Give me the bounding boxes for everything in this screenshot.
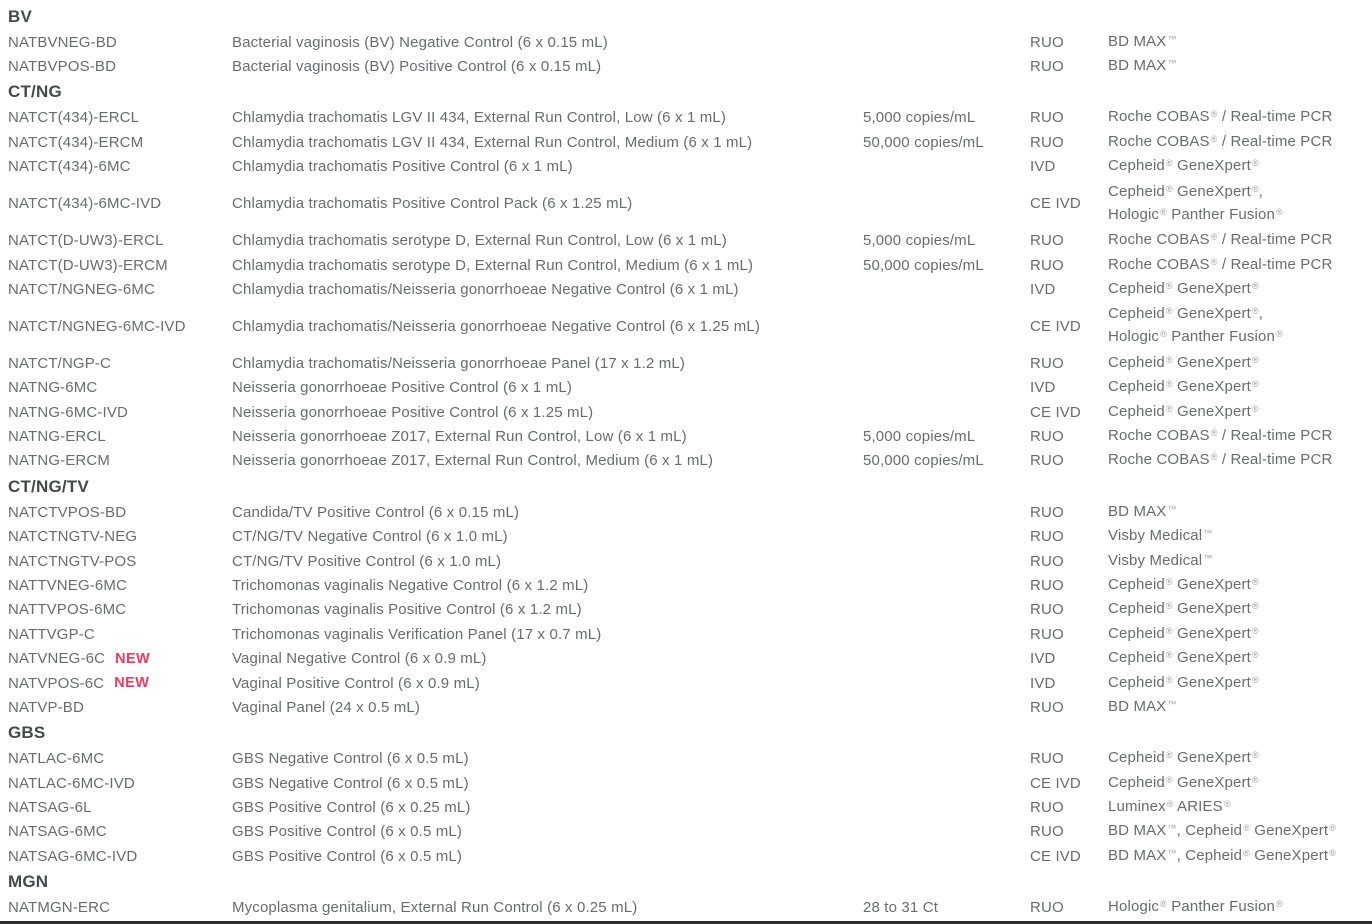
product-status: RUO (1030, 750, 1064, 768)
product-platform (1108, 31, 1372, 54)
registered-mark: ® (1210, 109, 1218, 120)
registered-mark: ® (1276, 329, 1283, 340)
registered-mark: ® (1160, 899, 1167, 910)
trademark-mark: ™ (1203, 552, 1213, 563)
table-row (8, 771, 1372, 795)
product-code-cell (8, 650, 232, 667)
product-code: NATTVNEG-6MC (8, 576, 128, 594)
product-status: RUO (1030, 133, 1064, 151)
product-code: NATMGN-ERC (8, 899, 111, 917)
platform-line: Visby Medical™ (1108, 551, 1213, 569)
product-platform (1108, 278, 1372, 301)
product-platform (1108, 672, 1372, 695)
platform-line: Cepheid® GeneXpert® (1108, 575, 1259, 593)
product-code: NATNG-6MC (8, 379, 98, 397)
product-platform (1108, 796, 1372, 819)
product-status: RUO (1030, 552, 1064, 570)
registered-mark: ® (1243, 847, 1250, 858)
product-code-cell (8, 281, 232, 298)
platform-line: Cepheid® GeneXpert® (1108, 402, 1259, 420)
product-code-cell (8, 404, 232, 421)
table-row (8, 253, 1372, 277)
registered-mark: ® (1329, 847, 1336, 858)
registered-mark: ® (1243, 823, 1250, 834)
product-code: NATCT(434)-ERCL (8, 109, 140, 127)
product-description: Chlamydia trachomatis/Neisseria gonorrhoeae Negative Control (6 x 1 mL) (232, 280, 739, 298)
platform-line: Cepheid® GeneXpert® (1108, 157, 1259, 175)
registered-mark: ® (1165, 379, 1173, 390)
product-code-cell (8, 158, 232, 175)
product-platform (1108, 647, 1372, 670)
platform-line: Cepheid® GeneXpert® (1108, 279, 1259, 297)
product-platform (1108, 254, 1372, 277)
product-code-cell (8, 58, 232, 75)
platform-line: Roche COBAS® / Real-time PCR (1108, 108, 1333, 126)
product-platform (1108, 598, 1372, 621)
product-status: RUO (1030, 427, 1064, 445)
registered-mark: ® (1251, 379, 1259, 390)
registered-mark: ® (1251, 576, 1259, 587)
platform-line: Roche COBAS® / Real-time PCR (1108, 255, 1333, 273)
platform-line: BD MAX™ (1108, 32, 1177, 50)
product-platform (1108, 845, 1372, 868)
product-description: Trichomonas vaginalis Negative Control (6 x 1.2 mL) (232, 576, 589, 594)
product-platform (1108, 623, 1372, 646)
section-header: CT/NG/TV (8, 476, 89, 496)
product-concentration: 50,000 copies/mL (863, 256, 984, 274)
product-description: Chlamydia trachomatis/Neisseria gonorrhoeae Panel (17 x 1.2 mL) (232, 354, 685, 372)
product-code-cell (8, 195, 232, 212)
registered-mark: ® (1165, 183, 1173, 194)
table-row (8, 622, 1372, 646)
trademark-mark: ™ (1167, 58, 1177, 69)
registered-mark: ® (1160, 329, 1167, 340)
trademark-mark: ™ (1167, 847, 1177, 858)
product-status: RUO (1030, 899, 1064, 917)
product-description: Chlamydia trachomatis LGV II 434, External Run Control, Medium (6 x 1 mL) (232, 133, 753, 151)
product-status: RUO (1030, 354, 1064, 372)
product-platform (1108, 155, 1372, 178)
registered-mark: ® (1276, 899, 1283, 910)
product-code-cell (8, 109, 232, 126)
platform-line: Roche COBAS® / Real-time PCR (1108, 451, 1333, 469)
registered-mark: ® (1165, 280, 1173, 291)
product-code: NATSAG-6L (8, 799, 92, 817)
product-status: RUO (1030, 528, 1064, 546)
registered-mark: ® (1166, 799, 1174, 810)
table-row (8, 179, 1372, 229)
product-description: Neisseria gonorrhoeae Positive Control (6 x 1 mL) (232, 379, 573, 397)
platform-line: Roche COBAS® / Real-time PCR (1108, 132, 1333, 150)
table-row (8, 524, 1372, 548)
table-row (8, 106, 1372, 130)
product-status: RUO (1030, 256, 1064, 274)
product-code: NATBVPOS-BD (8, 58, 117, 76)
product-description: Vaginal Positive Control (6 x 0.9 mL) (232, 674, 480, 692)
product-platform (1108, 131, 1372, 154)
registered-mark: ® (1165, 625, 1173, 636)
platform-line: BD MAX™, Cepheid® GeneXpert® (1108, 846, 1336, 864)
registered-mark: ® (1165, 354, 1173, 365)
registered-mark: ® (1210, 452, 1218, 463)
registered-mark: ® (1251, 280, 1259, 291)
registered-mark: ® (1160, 206, 1167, 217)
product-platform (1108, 401, 1372, 424)
registered-mark: ® (1210, 256, 1218, 267)
product-code: NATCT(D-UW3)-ERCL (8, 232, 164, 250)
product-concentration: 50,000 copies/mL (863, 452, 984, 470)
product-code-cell (8, 577, 232, 594)
product-code: NATNG-ERCM (8, 452, 111, 470)
product-platform (1108, 696, 1372, 719)
product-code: NATVNEG-6C (8, 650, 106, 668)
product-status: RUO (1030, 232, 1064, 250)
platform-line: Cepheid® GeneXpert® (1108, 600, 1259, 618)
product-code-cell (8, 750, 232, 767)
product-status: CE IVD (1030, 847, 1081, 865)
product-code-cell (8, 452, 232, 469)
platform-line: Cepheid® GeneXpert® (1108, 749, 1259, 767)
product-status: IVD (1030, 158, 1056, 176)
registered-mark: ® (1251, 183, 1259, 194)
product-code-cell (8, 553, 232, 570)
product-code: NATVP-BD (8, 698, 84, 716)
product-description: Bacterial vaginosis (BV) Negative Control (6 x 0.15 mL) (232, 33, 608, 51)
platform-line: Roche COBAS® / Real-time PCR (1108, 426, 1333, 444)
product-status: IVD (1030, 674, 1056, 692)
product-description: Mycoplasma genitalium, External Run Control (6 x 0.25 mL) (232, 899, 638, 917)
platform-line: Cepheid® GeneXpert® (1108, 378, 1259, 396)
registered-mark: ® (1165, 306, 1173, 317)
product-code-cell (8, 318, 232, 335)
product-description: Neisseria gonorrhoeae Z017, External Run Control, Medium (6 x 1 mL) (232, 452, 714, 470)
platform-line: Luminex® ARIES® (1108, 798, 1231, 816)
registered-mark: ® (1329, 823, 1336, 834)
table-row (8, 671, 1372, 695)
platform-line: Cepheid® GeneXpert® (1108, 624, 1259, 642)
product-code-cell (8, 699, 232, 716)
table-row (8, 598, 1372, 622)
table-row (8, 54, 1372, 78)
registered-mark: ® (1165, 576, 1173, 587)
product-code: NATCT/NGNEG-6MC-IVD (8, 317, 186, 335)
product-code: NATCT/NGNEG-6MC (8, 280, 155, 298)
registered-mark: ® (1165, 158, 1173, 169)
product-status: RUO (1030, 576, 1064, 594)
registered-mark: ® (1251, 650, 1259, 661)
product-status: RUO (1030, 109, 1064, 127)
product-code: NATNG-ERCL (8, 427, 106, 445)
product-description: Vaginal Panel (24 x 0.5 mL) (232, 698, 421, 716)
product-code-cell (8, 823, 232, 840)
product-description: Chlamydia trachomatis Positive Control Pack (6 x 1.25 mL) (232, 195, 633, 213)
registered-mark: ® (1251, 774, 1259, 785)
product-code: NATTVGP-C (8, 625, 95, 643)
product-code: NATSAG-6MC (8, 823, 107, 841)
product-platform (1108, 820, 1372, 843)
registered-mark: ® (1251, 306, 1259, 317)
product-description: Candida/TV Positive Control (6 x 0.15 mL) (232, 503, 520, 521)
registered-mark: ® (1251, 674, 1259, 685)
product-platform (1108, 425, 1372, 448)
platform-line: Hologic® Panther Fusion® (1108, 205, 1283, 223)
table-row (8, 844, 1372, 868)
product-platform (1108, 574, 1372, 597)
product-status: CE IVD (1030, 317, 1081, 335)
table-row (8, 646, 1372, 670)
product-description: Trichomonas vaginalis Positive Control (6 x 1.2 mL) (232, 601, 582, 619)
platform-line: BD MAX™ (1108, 57, 1177, 75)
product-status: RUO (1030, 601, 1064, 619)
platform-line: Cepheid® GeneXpert®, (1108, 182, 1264, 200)
product-code-cell (8, 232, 232, 249)
product-code-cell (8, 528, 232, 545)
product-code-cell (8, 775, 232, 792)
product-description: Chlamydia trachomatis LGV II 434, External Run Control, Low (6 x 1 mL) (232, 109, 727, 127)
table-row (8, 155, 1372, 179)
registered-mark: ® (1210, 427, 1218, 438)
product-code-cell (8, 504, 232, 521)
product-platform (1108, 772, 1372, 795)
product-status: IVD (1030, 379, 1056, 397)
product-code: NATCT(434)-ERCM (8, 133, 144, 151)
product-description: GBS Negative Control (6 x 0.5 mL) (232, 750, 469, 768)
trademark-mark: ™ (1167, 503, 1177, 514)
table-row (8, 424, 1372, 448)
product-concentration: 5,000 copies/mL (863, 232, 976, 250)
product-code: NATCT(434)-6MC-IVD (8, 195, 162, 213)
registered-mark: ® (1210, 232, 1218, 243)
product-description: GBS Positive Control (6 x 0.5 mL) (232, 823, 463, 841)
table-row (8, 820, 1372, 844)
registered-mark: ® (1251, 403, 1259, 414)
product-status: RUO (1030, 698, 1064, 716)
table-row (8, 376, 1372, 400)
product-code-cell (8, 257, 232, 274)
product-platform (1108, 501, 1372, 524)
product-code-cell (8, 675, 232, 692)
product-code: NATCT/NGP-C (8, 354, 112, 372)
product-code-cell (8, 899, 232, 916)
platform-line: Cepheid® GeneXpert® (1108, 649, 1259, 667)
product-code: NATCTNGTV-POS (8, 552, 137, 570)
section-header: BV (8, 6, 33, 26)
product-code-cell (8, 626, 232, 643)
registered-mark: ® (1165, 674, 1173, 685)
product-code: NATSAG-6MC-IVD (8, 847, 138, 865)
product-code-cell (8, 848, 232, 865)
registered-mark: ® (1251, 601, 1259, 612)
product-code: NATCT(D-UW3)-ERCM (8, 256, 168, 274)
trademark-mark: ™ (1167, 33, 1177, 44)
product-code-cell (8, 601, 232, 618)
registered-mark: ® (1165, 750, 1173, 761)
product-platform (1108, 352, 1372, 375)
registered-mark: ® (1165, 650, 1173, 661)
product-code: NATNG-6MC-IVD (8, 403, 129, 421)
registered-mark: ® (1251, 158, 1259, 169)
product-code-cell (8, 134, 232, 151)
product-status: IVD (1030, 650, 1056, 668)
product-platform (1108, 55, 1372, 78)
product-code: NATCTVPOS-BD (8, 503, 127, 521)
product-code: NATCTNGTV-NEG (8, 528, 138, 546)
product-status: CE IVD (1030, 774, 1081, 792)
product-concentration: 50,000 copies/mL (863, 133, 984, 151)
product-status: RUO (1030, 33, 1064, 51)
product-status: IVD (1030, 280, 1056, 298)
section-header: CT/NG (8, 82, 62, 102)
product-description: Chlamydia trachomatis serotype D, External Run Control, Low (6 x 1 mL) (232, 232, 727, 250)
product-description: Chlamydia trachomatis/Neisseria gonorrhoeae Negative Control (6 x 1.25 mL) (232, 317, 761, 335)
platform-line: Visby Medical™ (1108, 527, 1213, 545)
product-platform (1108, 181, 1372, 227)
table-row (8, 277, 1372, 301)
table-row (8, 449, 1372, 473)
product-description: Neisseria gonorrhoeae Z017, External Run Control, Low (6 x 1 mL) (232, 427, 687, 445)
product-code: NATTVPOS-6MC (8, 601, 127, 619)
product-description: Bacterial vaginosis (BV) Positive Control (6 x 0.15 mL) (232, 58, 602, 76)
product-description: CT/NG/TV Positive Control (6 x 1.0 mL) (232, 552, 502, 570)
product-description: Vaginal Negative Control (6 x 0.9 mL) (232, 650, 487, 668)
table-row (8, 228, 1372, 252)
product-code-cell (8, 34, 232, 51)
product-code: NATVPOS-6C (8, 674, 105, 692)
platform-line: Roche COBAS® / Real-time PCR (1108, 231, 1333, 249)
product-platform (1108, 747, 1372, 770)
trademark-mark: ™ (1167, 823, 1177, 834)
registered-mark: ® (1251, 354, 1259, 365)
registered-mark: ® (1165, 403, 1173, 414)
table-row (8, 30, 1372, 54)
platform-line: Cepheid® GeneXpert® (1108, 773, 1259, 791)
product-status: RUO (1030, 58, 1064, 76)
trademark-mark: ™ (1167, 698, 1177, 709)
platform-line: BD MAX™ (1108, 502, 1177, 520)
product-concentration: 5,000 copies/mL (863, 427, 976, 445)
section-header: GBS (8, 723, 46, 743)
table-row (8, 795, 1372, 819)
table-row (8, 500, 1372, 524)
product-code-cell (8, 355, 232, 372)
trademark-mark: ™ (1203, 528, 1213, 539)
new-badge: NEW (115, 650, 151, 667)
product-status: RUO (1030, 625, 1064, 643)
platform-line: Cepheid® GeneXpert® (1108, 353, 1259, 371)
product-description: GBS Negative Control (6 x 0.5 mL) (232, 774, 469, 792)
product-description: GBS Positive Control (6 x 0.5 mL) (232, 847, 463, 865)
product-platform (1108, 376, 1372, 399)
table-row (8, 400, 1372, 424)
product-code: NATLAC-6MC-IVD (8, 774, 135, 792)
product-description: CT/NG/TV Negative Control (6 x 1.0 mL) (232, 528, 508, 546)
platform-line: Cepheid® GeneXpert® (1108, 673, 1259, 691)
table-row (8, 896, 1372, 920)
product-platform (1108, 449, 1372, 472)
section-header: MGN (8, 872, 49, 892)
platform-line: BD MAX™, Cepheid® GeneXpert® (1108, 822, 1336, 840)
table-row (8, 573, 1372, 597)
registered-mark: ® (1165, 601, 1173, 612)
new-badge: NEW (114, 675, 150, 691)
table-row (8, 302, 1372, 352)
registered-mark: ® (1210, 133, 1218, 144)
product-description: Chlamydia trachomatis Positive Control (6 x 1 mL) (232, 158, 573, 176)
platform-line: BD MAX™ (1108, 697, 1177, 715)
product-concentration: 28 to 31 Ct (863, 899, 939, 917)
product-platform (1108, 550, 1372, 573)
table-row (8, 747, 1372, 771)
product-code: NATLAC-6MC (8, 750, 105, 768)
product-status: CE IVD (1030, 403, 1081, 421)
table-row (8, 130, 1372, 154)
product-status: RUO (1030, 799, 1064, 817)
product-status: RUO (1030, 823, 1064, 841)
product-description: Trichomonas vaginalis Verification Panel (17 x 0.7 mL) (232, 625, 602, 643)
product-concentration: 5,000 copies/mL (863, 109, 976, 127)
product-description: Chlamydia trachomatis serotype D, External Run Control, Medium (6 x 1 mL) (232, 256, 754, 274)
registered-mark: ® (1165, 774, 1173, 785)
product-code: NATBVNEG-BD (8, 33, 117, 51)
registered-mark: ® (1251, 750, 1259, 761)
product-code: NATCT(434)-6MC (8, 158, 131, 176)
product-description: Neisseria gonorrhoeae Positive Control (6 x 1.25 mL) (232, 403, 594, 421)
table-row (8, 351, 1372, 375)
platform-line: Hologic® Panther Fusion® (1108, 898, 1283, 916)
product-code-cell (8, 379, 232, 396)
registered-mark: ® (1223, 799, 1231, 810)
product-status: RUO (1030, 452, 1064, 470)
product-platform (1108, 229, 1372, 252)
platform-line: Hologic® Panther Fusion® (1108, 328, 1283, 346)
product-status: CE IVD (1030, 195, 1081, 213)
product-platform (1108, 525, 1372, 548)
registered-mark: ® (1276, 206, 1283, 217)
product-code-cell (8, 428, 232, 445)
product-platform (1108, 106, 1372, 129)
product-platform (1108, 303, 1372, 349)
product-description: GBS Positive Control (6 x 0.25 mL) (232, 799, 471, 817)
table-row (8, 549, 1372, 573)
table-row (8, 695, 1372, 719)
registered-mark: ® (1251, 625, 1259, 636)
platform-line: Cepheid® GeneXpert®, (1108, 305, 1264, 323)
product-platform (1108, 896, 1372, 919)
product-status: RUO (1030, 503, 1064, 521)
product-code-cell (8, 799, 232, 816)
